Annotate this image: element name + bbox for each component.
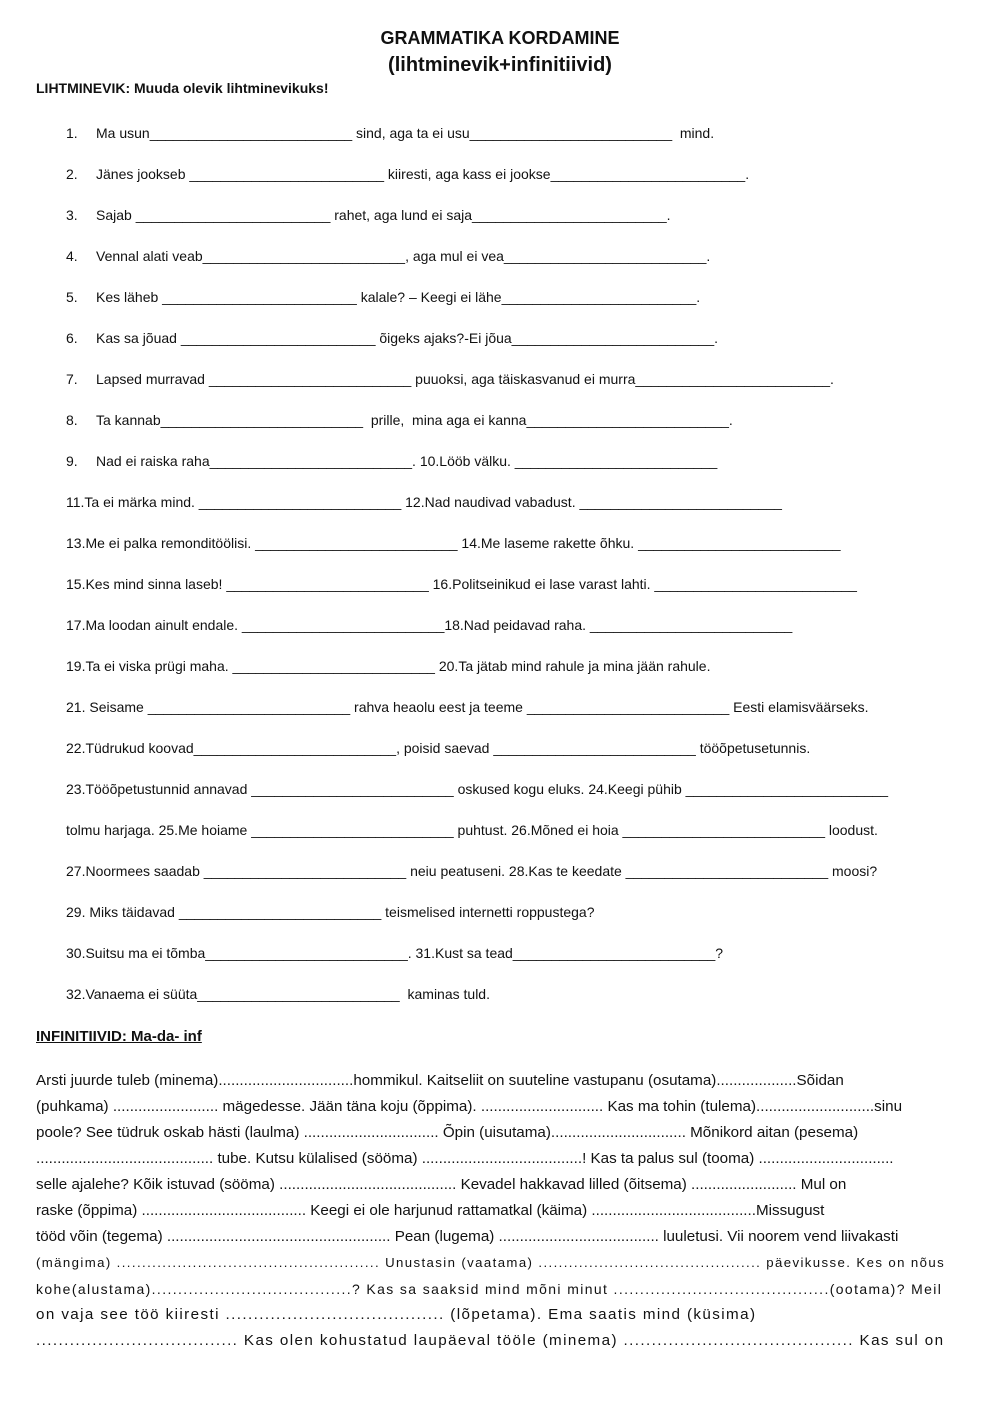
exercise-item [66, 125, 946, 141]
exercise-item [66, 904, 946, 920]
section-heading-lihtminevik: LIHTMINEVIK: Muuda olevik lihtminevikuks! [36, 80, 329, 96]
exercise-text: Kes läheb _________________________ kalale? – Keegi ei lähe_________________________. [96, 289, 701, 305]
paragraph-line: on vaja see töö kiiresti ....................................... (lõpetama). Ema saatis mind (küsima) [36, 1306, 757, 1323]
exercise-text: 13.Me ei palka remonditöölisi. __________________________ 14.Me laseme rakette õhku. __________________________ [66, 535, 841, 551]
paragraph-line: (puhkama) ......................... mägedesse. Jään täna koju (õppima). ............................. Kas ma tohin (tulema)............................sinu [36, 1098, 903, 1115]
paragraph-line: (mängima) .................................................... Unustasin (vaatama) ............................................ päevikusse. Kes on nõus [36, 1255, 946, 1270]
paragraph-line: kohe(alustama)......................................? Kas sa saaksid mind mõni minut .........................................(ootama)? Meil [36, 1281, 943, 1297]
exercise-number: 3. [66, 207, 78, 223]
exercise-text: 22.Tüdrukud koovad__________________________, poisid saevad __________________________ tööõpetusetunnis. [66, 740, 811, 756]
exercise-item [66, 330, 946, 346]
exercise-number: 1. [66, 125, 78, 141]
exercise-item [66, 371, 946, 387]
infinitive-paragraph [36, 1068, 948, 1354]
exercise-text: Lapsed murravad __________________________ puuoksi, aga täiskasvanud ei murra_________________________. [96, 371, 834, 387]
exercise-text: Ta kannab__________________________ prille, mina aga ei kanna__________________________. [96, 412, 733, 428]
exercise-item [66, 453, 946, 469]
exercise-text: 21. Seisame __________________________ rahva heaolu eest ja teeme __________________________ Eesti elamisväärseks. [66, 699, 869, 715]
exercise-item [66, 986, 946, 1002]
exercise-item [66, 617, 946, 633]
exercise-text: Nad ei raiska raha__________________________. 10.Lööb välku. __________________________ [96, 453, 718, 469]
paragraph-line: Arsti juurde tuleb (minema)................................hommikul. Kaitseliit on suuteline vastupanu (osutama)...................Sõidan [36, 1072, 844, 1089]
exercise-item [66, 699, 946, 715]
exercise-item [66, 576, 946, 592]
exercise-text: Jänes jookseb _________________________ kiiresti, aga kass ei jookse_________________________. [96, 166, 750, 182]
exercise-text: Kas sa jõuad _________________________ õigeks ajaks?-Ei jõua__________________________. [96, 330, 719, 346]
exercise-text: 15.Kes mind sinna laseb! __________________________ 16.Politseinikud ei lase varast lahti. __________________________ [66, 576, 857, 592]
exercise-text: 17.Ma loodan ainult endale. __________________________18.Nad peidavad raha. __________________________ [66, 617, 793, 633]
exercise-item [66, 494, 946, 510]
exercise-number: 2. [66, 166, 78, 182]
worksheet-subtitle: (lihtminevik+infinitiivid) [388, 54, 612, 76]
exercise-number: 4. [66, 248, 78, 264]
exercise-item [66, 289, 946, 305]
exercise-text: 27.Noormees saadab __________________________ neiu peatuseni. 28.Kas te keedate __________________________ moosi? [66, 863, 878, 879]
section-heading-infinitiivid: INFINITIIVID: Ma-da- inf [36, 1028, 202, 1045]
exercise-text: Ma usun__________________________ sind, aga ta ei usu__________________________ mind. [96, 125, 715, 141]
exercise-number: 6. [66, 330, 78, 346]
exercise-number: 8. [66, 412, 78, 428]
exercise-item [66, 740, 946, 756]
paragraph-line: poole? See tüdruk oskab hästi (laulma) ................................ Õpin (uisutama)................................ Mõnikord aitan (pesema) [36, 1124, 859, 1141]
exercise-item [66, 781, 946, 797]
exercise-text: Vennal alati veab__________________________, aga mul ei vea__________________________. [96, 248, 711, 264]
exercise-item [66, 412, 946, 428]
exercise-item [66, 166, 946, 182]
worksheet-title: GRAMMATIKA KORDAMINE [380, 28, 620, 48]
exercise-text: 23.Tööõpetustunnid annavad __________________________ oskused kogu eluks. 24.Keegi pühib __________________________ [66, 781, 889, 797]
paragraph-line: tööd võin (tegema) ..................................................... Pean (lugema) ...................................... luuletusi. Vii noorem vend liivakasti [36, 1228, 899, 1245]
exercise-text: 11.Ta ei märka mind. __________________________ 12.Nad naudivad vabadust. __________________________ [66, 494, 782, 510]
exercise-text: Sajab _________________________ rahet, aga lund ei saja_________________________. [96, 207, 671, 223]
exercise-item [66, 822, 946, 838]
exercise-item [66, 863, 946, 879]
exercise-text: tolmu harjaga. 25.Me hoiame __________________________ puhtust. 26.Mõned ei hoia __________________________ loodust. [66, 822, 878, 838]
exercise-text: 30.Suitsu ma ei tõmba__________________________. 31.Kust sa tead__________________________? [66, 945, 724, 961]
exercise-text: 29. Miks täidavad __________________________ teismelised internetti roppustega? [66, 904, 595, 920]
paragraph-line: .......................................... tube. Kutsu külalised (sööma) ......................................! Kas ta palus sul (tooma) ................................ [36, 1150, 894, 1167]
paragraph-line: raske (õppima) ....................................... Keegi ei ole harjunud rattamatkal (käima) .......................................Missugust [36, 1202, 825, 1219]
paragraph-line: .................................... Kas olen kohustatud laupäeval tööle (minema) ......................................... Kas sul on [36, 1332, 945, 1349]
exercise-item [66, 535, 946, 551]
exercise-text: 19.Ta ei viska prügi maha. __________________________ 20.Ta jätab mind rahule ja mina jään rahule. [66, 658, 711, 674]
exercise-text: 32.Vanaema ei süüta__________________________ kaminas tuld. [66, 986, 490, 1002]
exercise-item [66, 945, 946, 961]
exercise-item [66, 248, 946, 264]
exercise-number: 9. [66, 453, 78, 469]
exercise-number: 7. [66, 371, 78, 387]
exercise-number: 5. [66, 289, 78, 305]
exercise-item [66, 207, 946, 223]
paragraph-line: selle ajalehe? Kõik istuvad (sööma) .......................................... Kevadel hakkavad lilled (õitsema) ......................... Mul on [36, 1176, 847, 1193]
exercise-item [66, 658, 946, 674]
